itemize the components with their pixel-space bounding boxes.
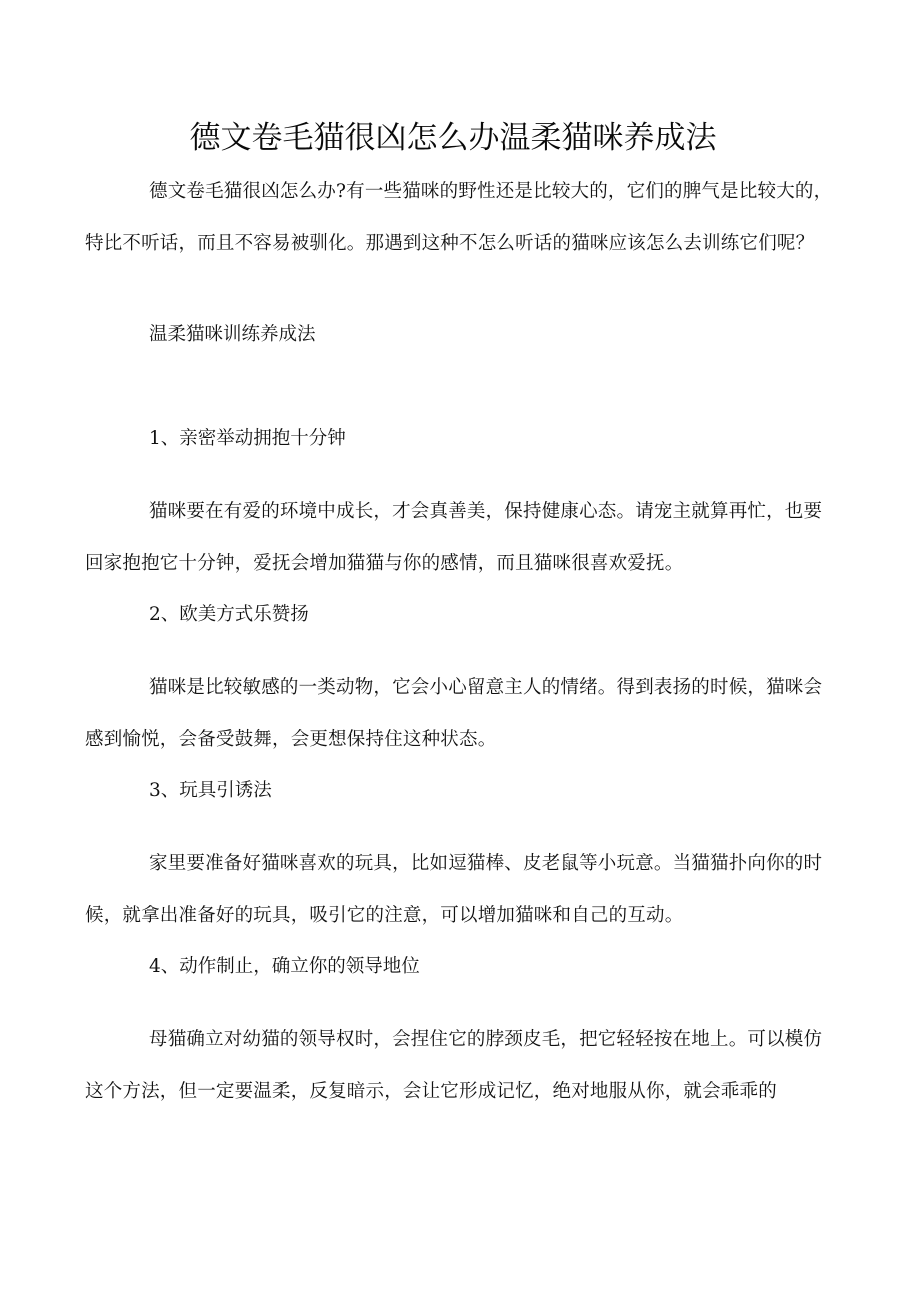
step-4-heading: 4、动作制止，确立你的领导地位 xyxy=(149,956,420,977)
step-3-body: 家里要准备好猫咪喜欢的玩具，比如逗猫棒、皮老鼠等小玩意。当猫猫扑向你的时候，就拿出准备好的玩具，吸引它的注意，可以增加猫咪和自己的互动。 xyxy=(85,853,823,926)
intro-paragraph: 德文卷毛猫很凶怎么办?有一些猫咪的野性还是比较大的，它们的脾气是比较大的，特比不听话，而且不容易被驯化。那遇到这种不怎么听话的猫咪应该怎么去训练它们呢？ xyxy=(85,181,833,254)
step-2-heading: 2、欧美方式乐赞扬 xyxy=(149,604,309,625)
step-2-body: 猫咪是比较敏感的一类动物，它会小心留意主人的情绪。得到表扬的时候，猫咪会感到愉悦，会备受鼓舞，会更想保持住这种状态。 xyxy=(85,677,823,750)
section-heading: 温柔猫咪训练养成法 xyxy=(149,324,316,345)
step-1-body: 猫咪要在有爱的环境中成长，才会真善美，保持健康心态。请宠主就算再忙，也要回家抱抱它十分钟，爱抚会增加猫猫与你的感情，而且猫咪很喜欢爱抚。 xyxy=(85,501,823,574)
step-1-heading: 1、亲密举动拥抱十分钟 xyxy=(149,428,346,449)
step-4-body: 母猫确立对幼猫的领导权时，会捏住它的脖颈皮毛，把它轻轻按在地上。可以模仿这个方法，但一定要温柔，反复暗示，会让它形成记忆，绝对地服从你，就会乖乖的 xyxy=(85,1029,823,1102)
page-title: 德文卷毛猫很凶怎么办温柔猫咪养成法 xyxy=(189,120,717,156)
step-3-heading: 3、玩具引诱法 xyxy=(149,780,272,801)
